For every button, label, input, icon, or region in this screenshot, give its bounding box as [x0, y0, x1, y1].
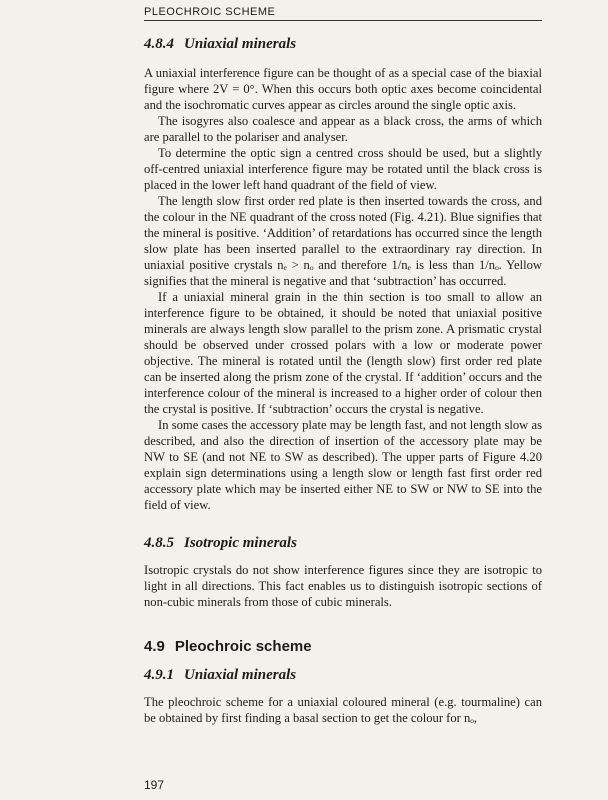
page-body	[144, 36, 542, 726]
paragraph: To determine the optic sign a centred cross should be used, but a slightly off-centred uniaxial interference figure may be rotated until the black cross is placed in the lower left hand quadrant of the field of view.	[144, 146, 542, 192]
paragraph: The length slow first order red plate is then inserted towards the cross, and the colour in the NE quadrant of the cross noted (Fig. 4.21). Blue signifies that the mineral is positive. ‘Addition’ of retardations has occurred since the length slow plate has been inserted parallel to the extraordinary ray direction. In uniaxial positive crystals nₑ > nₒ and therefore 1/nₑ is less than 1/nₒ. Yellow signifies that the mineral is negative and that ‘subtraction’ has occurred.	[144, 194, 542, 288]
subsection-title: Uniaxial minerals	[184, 36, 297, 52]
subsection-title: Isotropic minerals	[184, 535, 297, 551]
page-number: 197	[144, 778, 165, 792]
subsection-heading-4-8-4	[144, 36, 542, 53]
subsection-heading-4-8-5	[144, 535, 542, 552]
paragraph: Isotropic crystals do not show interference figures since they are isotropic to light in all directions. This fact enables us to distinguish isotropic sections of non-cubic minerals from those of cubic minerals.	[144, 563, 542, 609]
subsection-number: 4.8.4	[144, 36, 174, 52]
subsection-heading-4-9-1	[144, 667, 542, 684]
paragraph: The isogyres also coalesce and appear as a black cross, the arms of which are parallel to the polariser and analyser.	[144, 114, 542, 144]
subsection-title: Uniaxial minerals	[184, 667, 297, 683]
paragraph: In some cases the accessory plate may be length fast, and not length slow as described, and also the direction of insertion of the accessory plate may be NW to SE (and not NE to SW as described). The upper parts of Figure 4.20 explain sign determinations using a length slow or length fast first order red accessory plate which may be inserted either NE to SW or NW to SE into the field of view.	[144, 418, 542, 512]
paragraph: The pleochroic scheme for a uniaxial coloured mineral (e.g. tourmaline) can be obtained by first finding a basal section to get the colour for nₒ,	[144, 695, 542, 725]
paragraph: A uniaxial interference figure can be thought of as a special case of the biaxial figure where 2V = 0°. When this occurs both optic axes become coincidental and the isochromatic curves appear as circles around the single optic axis.	[144, 66, 542, 112]
section-title: Pleochroic scheme	[174, 638, 312, 655]
paragraph: If a uniaxial mineral grain in the thin section is too small to allow an interference figure to be obtained, it should be noted that uniaxial positive minerals are always length slow parallel to the prism zone. A prismatic crystal should be observed under crossed polars with a low or moderate power objective. The mineral is rotated until the (length slow) first order red plate can be inserted along the prism zone of the crystal. If ‘addition’ occurs and the interference colour of the mineral is increased to a higher order of colour then the crystal is positive. If ‘subtraction’ occurs the crystal is negative.	[144, 290, 542, 416]
running-head: PLEOCHROIC SCHEME	[144, 6, 542, 21]
section-number: 4.9	[144, 638, 165, 655]
subsection-number: 4.9.1	[144, 667, 174, 683]
subsection-number: 4.8.5	[144, 535, 174, 551]
section-heading-4-9	[144, 638, 542, 655]
